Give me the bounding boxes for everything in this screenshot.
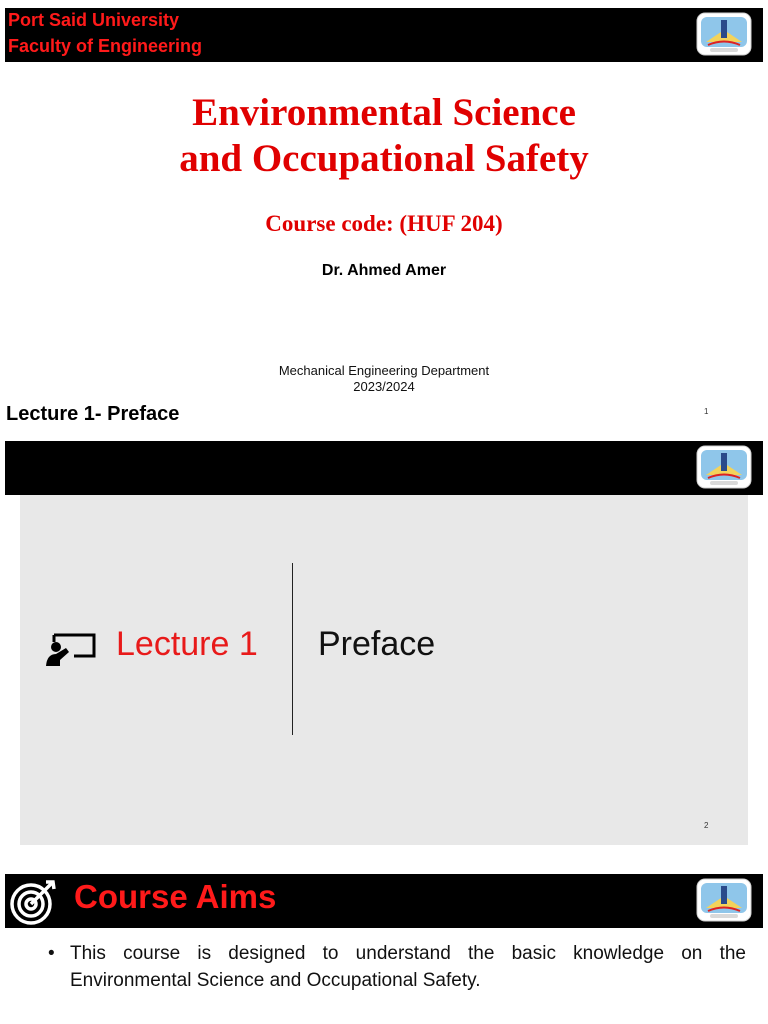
- course-code: Course code: (HUF 204): [265, 211, 503, 236]
- list-item: • This course is designed to understand the basic knowledge on the Environmental Science and Occupational Safety.: [46, 940, 746, 994]
- page-number: 2: [704, 821, 709, 830]
- lecture-label: Lecture 1: [116, 625, 258, 663]
- vertical-divider: [292, 563, 293, 735]
- course-title-line-2: and Occupational Safety: [179, 137, 589, 180]
- department-name: Mechanical Engineering Department: [278, 363, 490, 378]
- aims-list: [46, 940, 746, 994]
- target-icon: [8, 878, 58, 926]
- page-number: 1: [704, 407, 709, 416]
- presentation-icon: [44, 632, 96, 668]
- university-logo-icon: [696, 445, 752, 489]
- university-logo-icon: [696, 878, 752, 922]
- university-name: Port Said University: [8, 10, 180, 30]
- slide-footer-title: Lecture 1- Preface: [6, 403, 180, 425]
- course-title-line-1: Environmental Science: [192, 91, 576, 134]
- header-bar: [5, 441, 763, 495]
- faculty-name: Faculty of Engineering: [8, 36, 203, 56]
- university-logo-icon: [696, 12, 752, 56]
- instructor-name: Dr. Ahmed Amer: [321, 262, 447, 279]
- academic-year: 2023/2024: [353, 379, 415, 394]
- slide-title: Course Aims: [74, 878, 277, 915]
- course-title: [0, 90, 768, 182]
- section-title: Preface: [318, 625, 436, 663]
- department-info: [0, 363, 768, 395]
- section-panel: [20, 495, 748, 845]
